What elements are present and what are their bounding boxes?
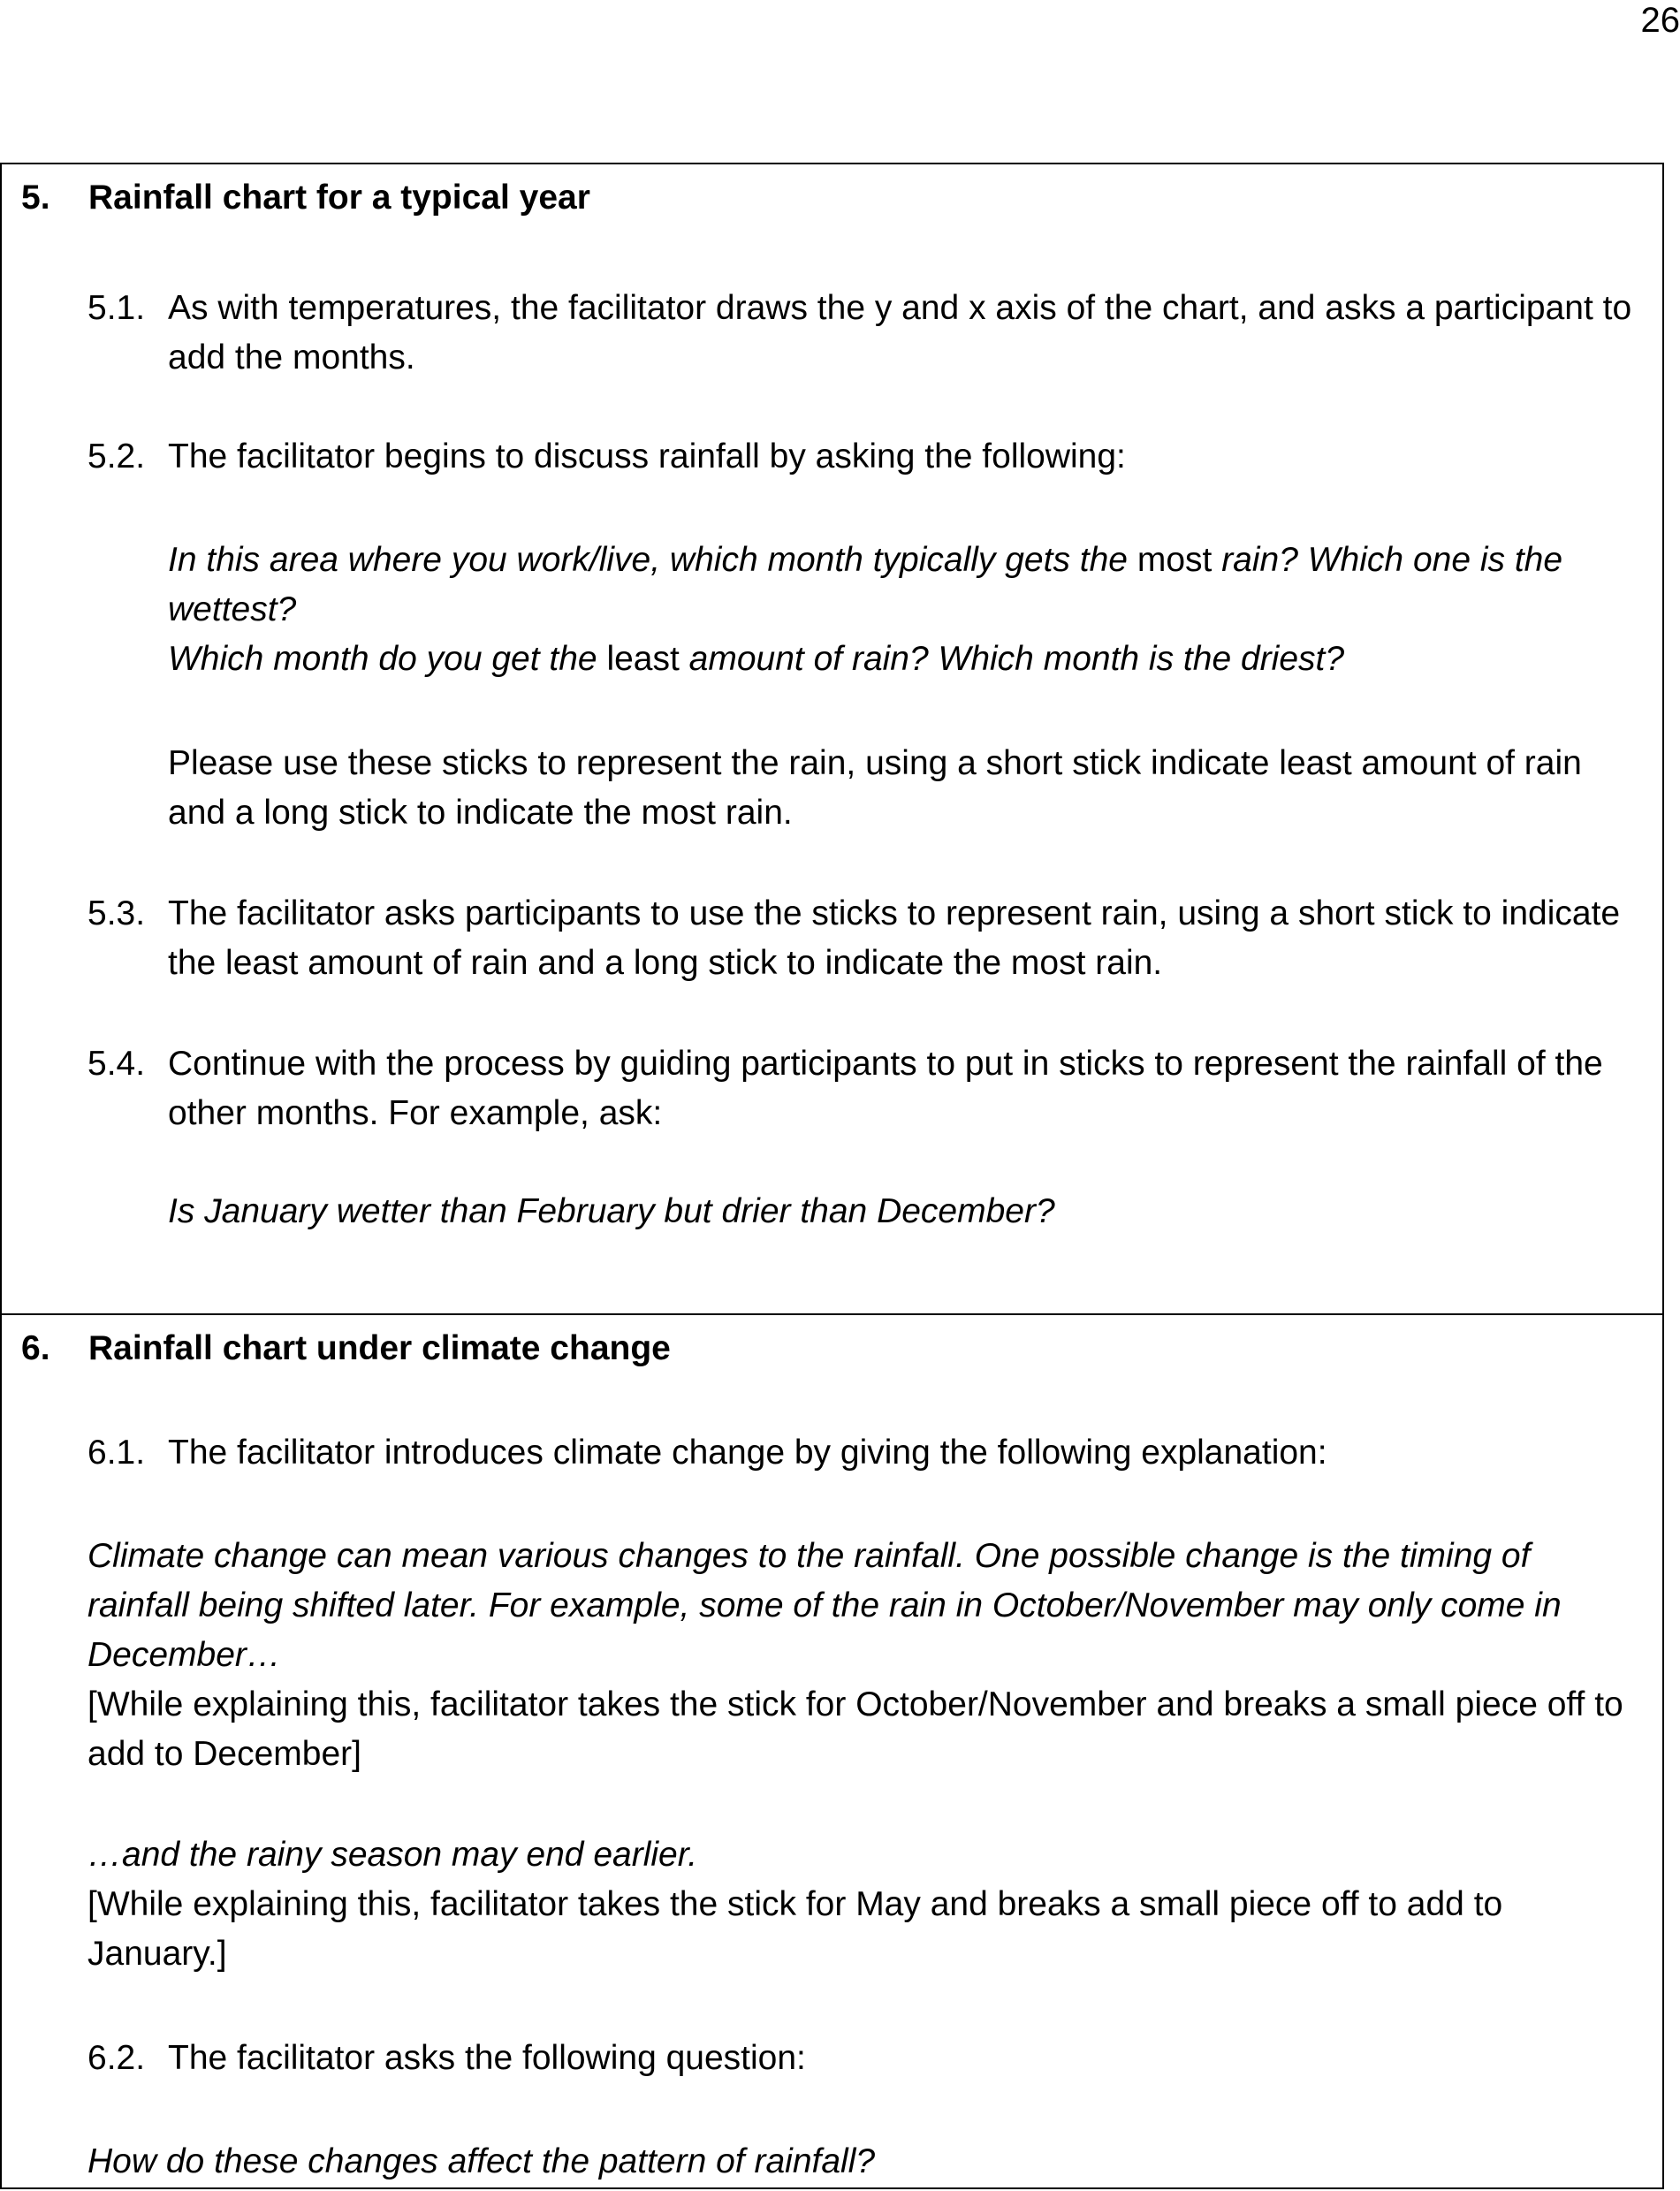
item-text: As with temperatures, the facilitator draws the y and x axis of the chart, and asks a participant to add the months. xyxy=(168,289,1632,377)
stick-instruction: Please use these sticks to represent the rain, using a short stick indicate least amount of rain and a long stick to indicate the most rain. xyxy=(168,744,1582,832)
question-block-5-2 xyxy=(168,536,1641,684)
item-number: 5.3. xyxy=(87,894,146,932)
item-number: 5.4. xyxy=(87,1045,146,1083)
section-5 xyxy=(2,164,1662,1313)
note-october-november: [While explaining this, facilitator takes the stick for October/November and breaks a small piece off to add to December] xyxy=(87,1685,1623,1773)
item-text: The facilitator asks participants to use the sticks to represent rain, using a short stick to indicate the least amount of rain and a long stick to indicate the most rain. xyxy=(168,894,1621,982)
question-january: Is January wetter than February but drier than December? xyxy=(168,1192,1055,1230)
item-5-1 xyxy=(87,284,1641,383)
item-number: 6.2. xyxy=(87,2039,146,2077)
item-number: 5.1. xyxy=(87,289,146,327)
item-text: The facilitator introduces climate change by giving the following explanation: xyxy=(168,1434,1327,1472)
item-6-2 xyxy=(87,2034,1641,2083)
item-text: Continue with the process by guiding participants to put in sticks to represent the rainfall of the other months. For example, ask: xyxy=(168,1045,1603,1132)
question-wettest: In this area where you work/live, which month typically gets the most rain? Which one is the wettest? xyxy=(168,541,1563,628)
section-6-number: 6. xyxy=(21,1329,50,1367)
content-frame xyxy=(0,163,1664,2189)
item-text: The facilitator asks the following question: xyxy=(168,2039,806,2077)
page-number: 26 xyxy=(1640,1,1680,40)
item-number: 6.1. xyxy=(87,1434,146,1472)
item-text: The facilitator begins to discuss rainfall by asking the following: xyxy=(168,437,1126,475)
explanation-block xyxy=(87,1532,1641,1779)
question-rainfall-pattern: How do these changes affect the pattern of rainfall? xyxy=(87,2142,876,2180)
item-number: 5.2. xyxy=(87,437,146,475)
explanation-shift-later: Climate change can mean various changes to the rainfall. One possible change is the timing of rainfall being shifted later. For example, some of the rain in October/November may only come in December… xyxy=(87,1537,1562,1674)
item-5-2 xyxy=(87,432,1641,482)
question-driest: Which month do you get the least amount of rain? Which month is the driest? xyxy=(168,640,1345,678)
section-6-heading xyxy=(21,1324,671,1373)
explanation-end-earlier: …and the rainy season may end earlier. xyxy=(87,1836,698,1874)
item-5-3 xyxy=(87,889,1641,988)
section-5-title: Rainfall chart for a typical year xyxy=(88,179,590,217)
explanation-end-earlier-block xyxy=(87,1830,1641,1979)
note-may: [While explaining this, facilitator takes the stick for May and breaks a small piece off to add to January.] xyxy=(87,1885,1503,1973)
section-6-title: Rainfall chart under climate change xyxy=(88,1329,671,1367)
section-6 xyxy=(2,1313,1662,2187)
item-6-1 xyxy=(87,1428,1641,1478)
section-5-number: 5. xyxy=(21,179,50,217)
item-5-4 xyxy=(87,1039,1641,1138)
section-5-heading xyxy=(21,173,590,223)
